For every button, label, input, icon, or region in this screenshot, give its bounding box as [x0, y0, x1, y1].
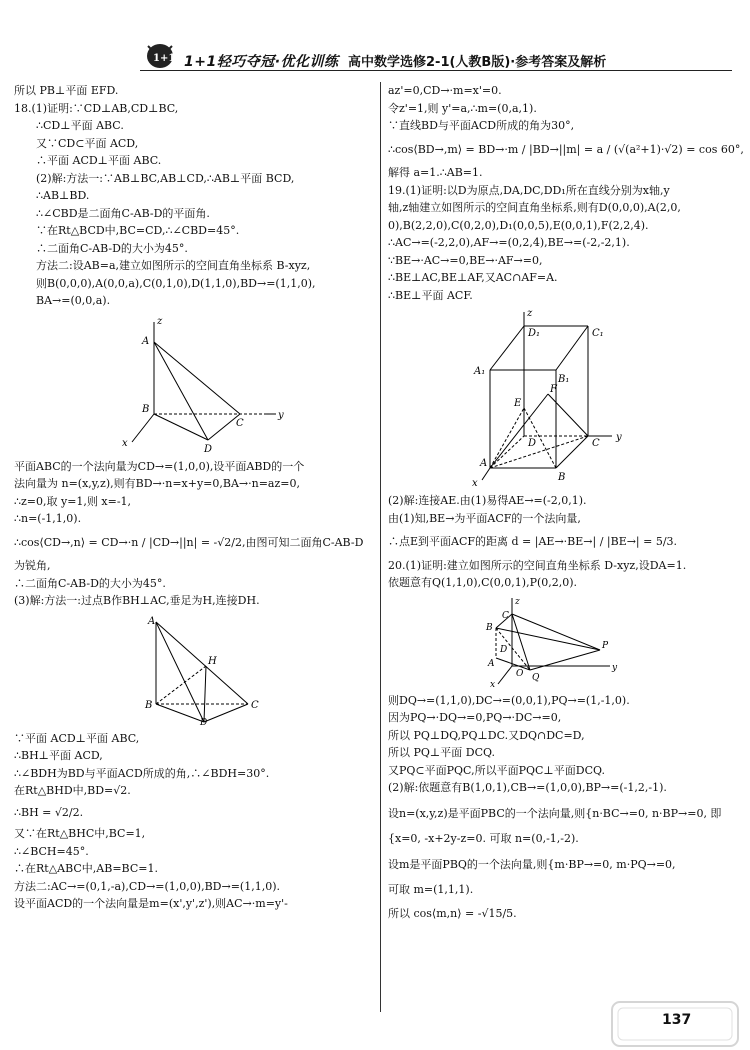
figure-label: x	[122, 437, 128, 449]
figure-label: A	[480, 458, 488, 469]
figure-label: z	[515, 596, 520, 607]
figure-label: D	[204, 443, 213, 454]
text-line: 所以 PQ⊥DQ,PQ⊥DC.又DQ∩DC=D,	[388, 728, 585, 742]
figure-pyramid-axes	[388, 596, 728, 688]
text-line: 则DQ→=(1,1,0),DC→=(0,0,1),PQ→=(1,-1,0).	[388, 693, 630, 707]
text-line: ∴∠BDH为BD与平面ACD所成的角,∴∠BDH=30°.	[14, 766, 270, 780]
text-line: 0),B(2,2,0),C(0,2,0),D₁(0,0,5),E(0,0,1),F(2,2,4).	[388, 218, 649, 232]
figure-label: B	[486, 622, 493, 633]
brand-title: 1+1轻巧夺冠·优化训练	[184, 54, 339, 70]
figure-label: C	[502, 610, 509, 621]
figure-label: F	[550, 384, 557, 395]
text-line: ∴BE⊥平面 ACF.	[388, 288, 473, 302]
figure-label: y	[612, 662, 618, 673]
text-line: 又∵在Rt△BHC中,BC=1,	[14, 827, 146, 840]
text-line: ∴二面角C-AB-D的大小为45°.	[14, 576, 166, 590]
text-line: (2)解:方法一:∵AB⊥BC,AB⊥CD,∴AB⊥平面 BCD,	[36, 171, 295, 185]
text-line: 20.(1)证明:建立如图所示的空间直角坐标系 D-xyz,设DA=1.	[388, 558, 687, 572]
text-line: ∵直线BD与平面ACD所成的角为30°,	[388, 119, 575, 132]
text-line: ∴cos⟨CD→,n⟩ = CD→·n / |CD→||n| = -√2/2,由图可知二面角C-AB-D	[14, 535, 364, 549]
text-line: {x=0, -x+2y-z=0. 可取 n=(0,-1,-2).	[388, 832, 579, 845]
text-line: 依题意有Q(1,1,0),C(0,0,1),P(0,2,0).	[388, 576, 578, 589]
figure-label: Q	[532, 672, 540, 683]
left-column	[14, 82, 370, 913]
figure-cuboid	[388, 308, 728, 488]
text-line: ∴AC→=(-2,2,0),AF→=(0,2,4),BE→=(-2,-2,1).	[388, 236, 630, 249]
figure-label: E	[514, 398, 522, 409]
figure-label: C	[592, 438, 600, 449]
text-line: 因为PQ→·DQ→=0,PQ→·DC→=0,	[388, 711, 562, 724]
text-line: ∴AB⊥BD.	[36, 189, 90, 202]
text-line: 所以 PQ⊥平面 DCQ.	[388, 746, 495, 759]
figure-label: D	[500, 644, 508, 655]
figure-label: C	[236, 417, 244, 429]
figure-label: x	[472, 478, 478, 488]
right-column	[388, 82, 744, 922]
text-line: ∵平面 ACD⊥平面 ABC,	[14, 731, 140, 745]
text-line: 解得 a=1.∴AB=1.	[388, 166, 483, 179]
svg-text:1+1: 1+1	[153, 53, 176, 64]
figure-label: D₁	[528, 328, 541, 339]
page-header	[0, 0, 750, 72]
figure-tetrahedron-h	[14, 614, 354, 726]
text-line: 则B(0,0,0),A(0,0,a),C(0,1,0),D(1,1,0),BD→=(1,1,0),	[36, 276, 316, 290]
figure-label: C₁	[592, 328, 604, 339]
column-divider	[380, 82, 381, 1012]
figure-label: A	[488, 658, 495, 669]
text-line: ∴BH = √2/2.	[14, 805, 84, 819]
text-line: ∴平面 ACD⊥平面 ABC.	[36, 154, 162, 167]
text-line: ∴z=0,取 y=1,则 x=-1,	[14, 494, 132, 508]
header-rule	[140, 70, 732, 71]
figure-label: O	[516, 668, 524, 679]
text-line: 所以 PB⊥平面 EFD.	[14, 84, 119, 97]
text-line: 由(1)知,BE→为平面ACF的一个法向量,	[388, 511, 581, 525]
text-line: ∴∠BCH=45°.	[14, 844, 89, 858]
figure-label: y	[616, 432, 622, 443]
book-logo-icon	[142, 38, 178, 70]
text-line: 设n=(x,y,z)是平面PBC的一个法向量,则{n·BC→=0, n·BP→=0, 即	[388, 806, 722, 820]
figure-label: B	[142, 403, 150, 415]
text-line: 轴,z轴建立如图所示的空间直角坐标系,则有D(0,0,0),A(2,0,	[388, 201, 681, 214]
text-line: ∴BE⊥AC,BE⊥AF,又AC∩AF=A.	[388, 271, 558, 284]
text-line: 19.(1)证明:以D为原点,DA,DC,DD₁所在直线分别为x轴,y	[388, 183, 670, 197]
figure-label: B	[145, 699, 153, 711]
figure-label: B	[558, 472, 566, 483]
figure-label: A	[142, 335, 150, 347]
text-line: 在Rt△BHD中,BD=√2.	[14, 784, 131, 797]
figure-label: A₁	[474, 366, 486, 377]
text-line: ∴∠CBD是二面角C-AB-D的平面角.	[36, 206, 210, 220]
figure-label: P	[602, 640, 609, 651]
figure-tetrahedron-axes	[14, 314, 354, 454]
text-line: ∴BH⊥平面 ACD,	[14, 749, 103, 762]
text-line: 为锐角,	[14, 559, 51, 572]
text-line: ∴点E到平面ACF的距离 d = |AE→·BE→| / |BE→| = 5/3.	[388, 535, 678, 548]
figure-label: B₁	[558, 374, 570, 385]
figure-label: A	[148, 615, 156, 627]
text-line: 平面ABC的一个法向量为CD→=(1,0,0),设平面ABD的一个	[14, 459, 305, 473]
page-number: 137	[662, 1012, 692, 1028]
text-line: 又∵CD⊂平面 ACD,	[36, 136, 139, 150]
subject-title: 高中数学选修2-1(人教B版)·参考答案及解析	[348, 55, 607, 70]
figure-label: C	[251, 699, 259, 711]
text-line: (3)解:方法一:过点B作BH⊥AC,垂足为H,连接DH.	[14, 594, 260, 607]
text-line: 令z'=1,则 y'=a,∴m=(0,a,1).	[388, 101, 537, 115]
text-line: 18.(1)证明:∵CD⊥AB,CD⊥BC,	[14, 101, 179, 115]
figure-label: y	[278, 409, 284, 421]
text-line: ∴在Rt△ABC中,AB=BC=1.	[14, 862, 158, 875]
text-line: 所以 cos⟨m,n⟩ = -√15/5.	[388, 906, 517, 920]
figure-label: z	[157, 315, 163, 327]
text-line: ∴二面角C-AB-D的大小为45°.	[36, 241, 188, 255]
text-line: az'=0,CD→·m=x'=0.	[388, 84, 502, 97]
text-line: ∵在Rt△BCD中,BC=CD,∴∠CBD=45°.	[36, 224, 240, 237]
text-line: 方法二:AC→=(0,1,-a),CD→=(1,0,0),BD→=(1,1,0).	[14, 879, 280, 893]
text-line: 设m是平面PBQ的一个法向量,则{m·BP→=0, m·PQ→=0,	[388, 857, 676, 871]
text-line: 可取 m=(1,1,1).	[388, 883, 474, 896]
text-line: (2)解:依题意有B(1,0,1),CB→=(1,0,0),BP→=(-1,2,-1).	[388, 781, 667, 794]
text-line: ∴n=(-1,1,0).	[14, 512, 82, 525]
text-line: 法向量为 n=(x,y,z),则有BD→·n=x+y=0,BA→·n=az=0,	[14, 477, 300, 490]
text-line: (2)解:连接AE.由(1)易得AE→=(-2,0,1).	[388, 494, 587, 507]
text-line: BA→=(0,0,a).	[36, 294, 111, 307]
text-line: 又PQ⊂平面PQC,所以平面PQC⊥平面DCQ.	[388, 763, 605, 777]
text-line: ∵BE→·AC→=0,BE→·AF→=0,	[388, 253, 543, 267]
figure-label: D	[528, 438, 537, 449]
text-line: ∴CD⊥平面 ABC.	[36, 119, 124, 132]
text-line: ∴cos⟨BD→,m⟩ = BD→·m / |BD→||m| = a / (√(a²+1)·√2) = cos 60°,	[388, 142, 744, 156]
text-line: 方法二:设AB=a,建立如图所示的空间直角坐标系 B-xyz,	[36, 259, 311, 272]
text-line: 设平面ACD的一个法向量是m=(x',y',z'),则AC→·m=y'-	[14, 897, 288, 910]
figure-label: z	[527, 308, 533, 319]
figure-label: H	[208, 655, 217, 667]
figure-label: x	[490, 679, 496, 688]
figure-label: D	[200, 717, 208, 726]
